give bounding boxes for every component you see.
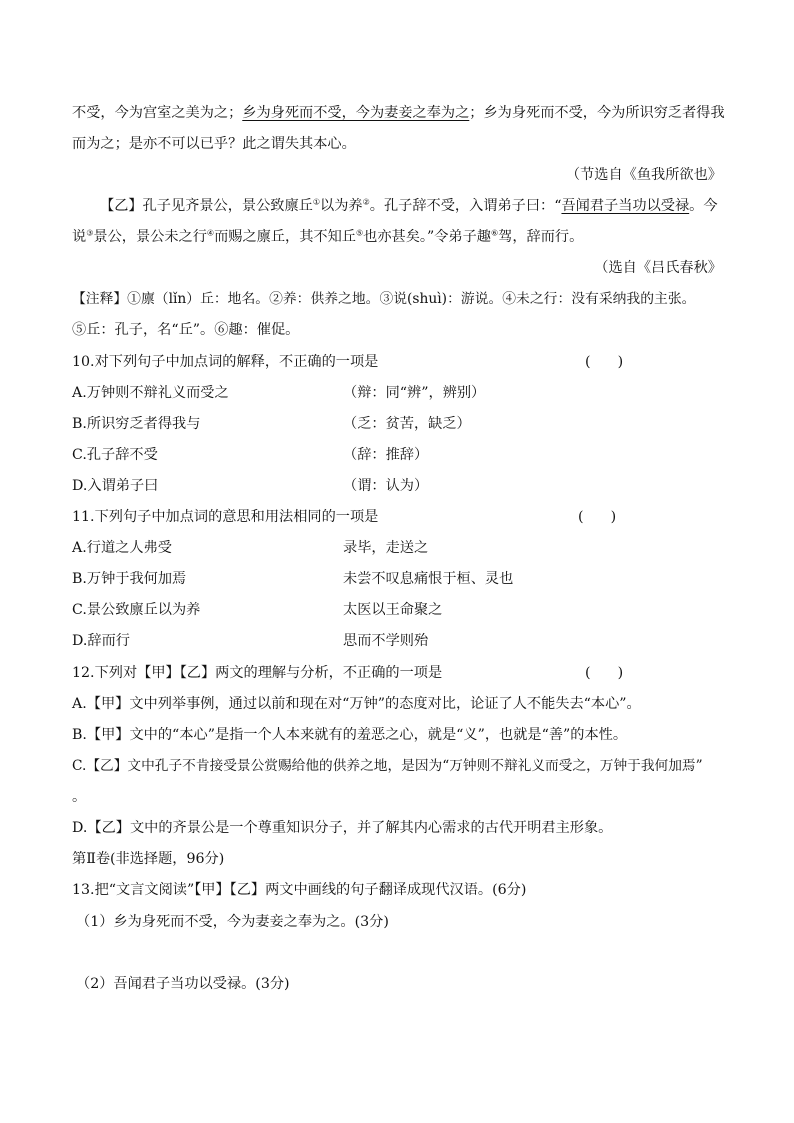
note-marker: ① (312, 197, 320, 207)
source-citation-1: （节选自《鱼我所欲也》 (565, 167, 722, 183)
option-d-right: （谓：认为） (343, 478, 429, 494)
underlined-sentence-1: 乡为身死而不受，今为妻妾之奉为之 (242, 105, 470, 121)
section-heading-part2: 第Ⅱ卷(非选择题，96分) (72, 851, 225, 867)
passage-line-2: 而为之；是亦不可以已乎？此之谓失其本心。 (72, 136, 356, 152)
note-marker: ② (362, 197, 370, 207)
option-c-continuation: 。 (72, 789, 87, 805)
option-c-right: （辞：推辞） (343, 447, 429, 463)
text-segment: 驾，辞而行。 (498, 229, 584, 245)
note-marker: ③ (86, 228, 94, 238)
option-b-left: B.万钟于我何加焉 (72, 571, 187, 587)
question-13-stem: 13.把“文言文阅读”【甲】【乙】两文中画线的句子翻译成现代汉语。(6分) (72, 882, 527, 898)
text-segment: 也亦甚矣。”令弟子趣 (363, 229, 491, 245)
passage-line-1 (72, 103, 725, 123)
option-b-right: 未尝不叹息痛恨于桓、灵也 (343, 571, 514, 587)
option-a-right: （辩：同“辨”，辨别） (343, 385, 486, 401)
option-d: D.【乙】文中的齐景公是一个尊重知识分子，并了解其内心需求的古代开明君主形象。 (72, 820, 613, 836)
answer-blank-12[interactable]: ( ) (585, 665, 624, 681)
option-c: C.【乙】文中孔子不肯接受景公赏赐给他的供养之地，是因为“万钟则不辩礼义而受之，万钟于我何加焉” (72, 758, 703, 774)
passage-yi-line-1 (100, 196, 718, 216)
option-a-left: A.行道之人弗受 (72, 540, 172, 556)
notes-line-1: 【注释】①廪（lǐn）丘：地名。②养：供养之地。③说(shuì)：游说。④未之行：没有采纳我的主张。 (72, 291, 696, 307)
option-a: A.【甲】文中列举事例，通过以前和现在对“万钟”的态度对比，论证了人不能失去“本心”。 (72, 696, 641, 712)
text-segment: 【乙】孔子见齐景公，景公致廪丘 (100, 198, 313, 214)
option-b-left: B.所识穷乏者得我与 (72, 416, 201, 432)
text-segment: 说 (72, 229, 87, 245)
text-segment: ；乡为身死而不受，今为所识穷乏者得我 (469, 105, 725, 121)
option-a-left: A.万钟则不辩礼义而受之 (72, 385, 229, 401)
option-c-left: C.孔子辞不受 (72, 447, 158, 463)
question-13-sub-2: （2）吾闻君子当功以受禄。(3分) (76, 976, 290, 992)
option-d-right: 思而不学则殆 (343, 633, 429, 649)
option-c-right: 太医以王命聚之 (343, 602, 443, 618)
option-d-left: D.入谓弟子曰 (72, 478, 159, 494)
question-10-stem: 10.对下列句子中加点词的解释，不正确的一项是 (72, 354, 379, 370)
option-c-left: C.景公致廪丘以为养 (72, 602, 201, 618)
note-marker: ④ (206, 228, 215, 238)
answer-blank-11[interactable]: ( ) (578, 509, 617, 525)
text-segment: 而赐之廪丘，其不知丘 (214, 229, 356, 245)
question-13-sub-1: （1）乡为身死而不受，今为妻妾之奉为之。(3分) (76, 914, 389, 930)
question-11-stem: 11.下列句子中加点词的意思和用法相同的一项是 (72, 509, 379, 525)
option-b: B.【甲】文中的“本心”是指一个人本来就有的羞恶之心，就是“义”，也就是“善”的本性。 (72, 727, 628, 743)
option-b-right: （乏：贫苦，缺乏） (343, 416, 471, 432)
option-d-left: D.辞而行 (72, 633, 130, 649)
underlined-sentence-2: 吾闻君子当功以受禄 (561, 198, 690, 214)
question-12-stem: 12.下列对【甲】【乙】两文的理解与分析，不正确的一项是 (72, 665, 443, 681)
text-segment: 。孔子辞不受，入谓弟子曰：“ (369, 198, 562, 214)
note-marker: ⑥ (490, 228, 499, 238)
text-segment: 景公，景公未之行 (93, 229, 207, 245)
text-segment: 不受，今为宫室之美为之； (72, 105, 243, 121)
answer-blank-10[interactable]: ( ) (585, 354, 624, 370)
text-segment: 。今 (689, 198, 718, 214)
notes-line-2: ⑤丘：孔子，名“丘”。⑥趣：催促。 (72, 322, 300, 338)
source-citation-2: （选自《吕氏春秋》 (594, 260, 722, 276)
text-segment: 以为养 (320, 198, 363, 214)
passage-yi-line-2 (72, 227, 583, 247)
option-a-right: 录毕，走送之 (343, 540, 429, 556)
note-marker: ⑤ (355, 228, 364, 238)
